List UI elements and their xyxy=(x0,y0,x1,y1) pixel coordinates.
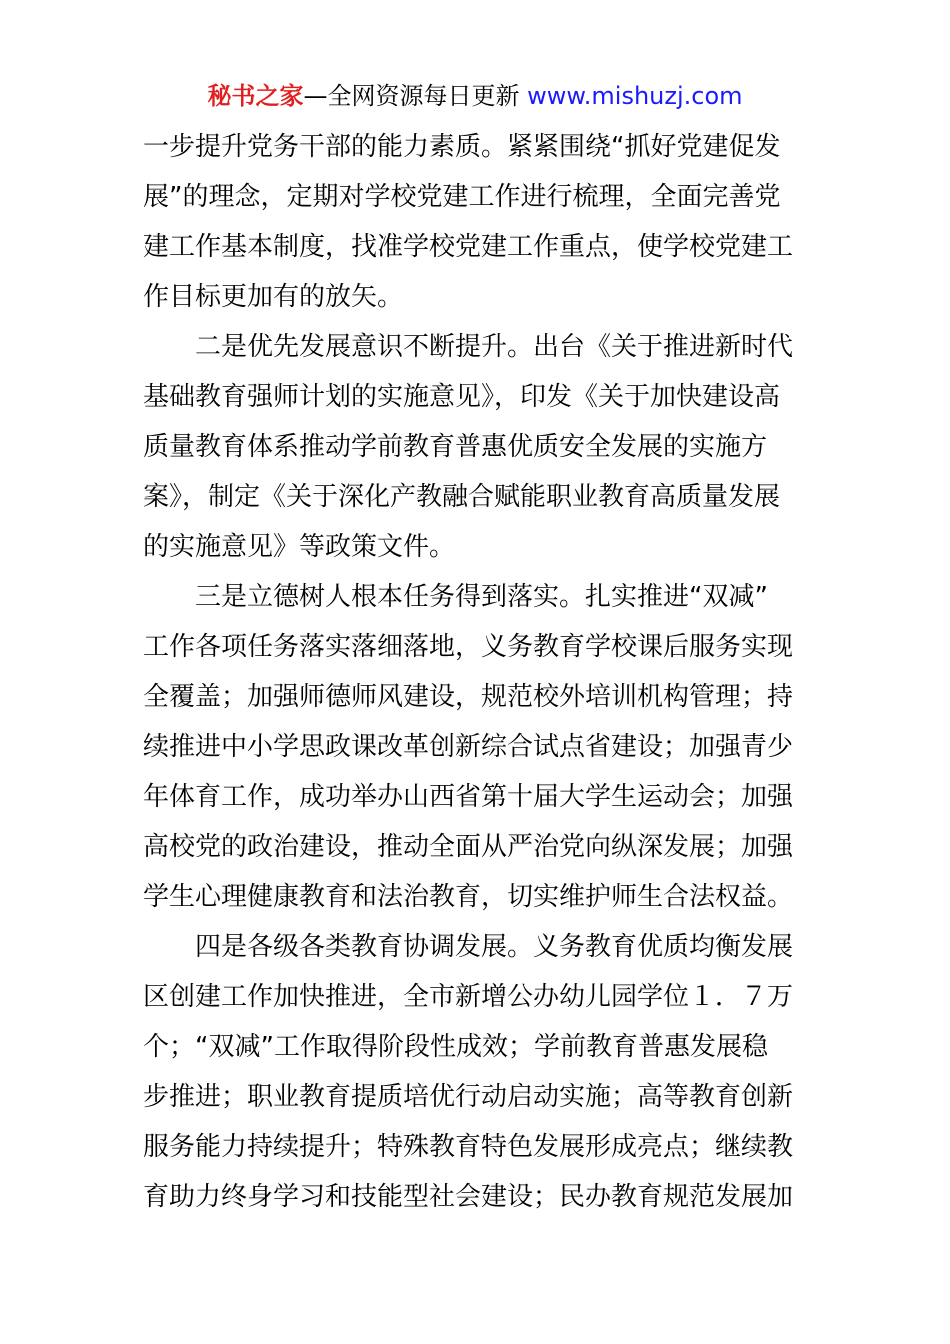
text-line: 二是优先发展意识不断提升。出台《关于推进新时代 xyxy=(143,332,794,362)
site-link[interactable]: www.mishuzj.com xyxy=(527,82,743,110)
text-line: 质量教育体系推动学前教育普惠优质安全发展的实施方 xyxy=(143,432,768,462)
text-line: 区创建工作加快推进，全市新增公办幼儿园学位１．７万 xyxy=(143,982,794,1012)
text-line: 工作各项任务落实落细落地，义务教育学校课后服务实现 xyxy=(143,632,794,662)
text-line: 的实施意见》等政策文件。 xyxy=(143,532,456,562)
brand-name: 秘书之家 xyxy=(207,82,304,110)
text-line: 续推进中小学思政课改革创新综合试点省建设；加强青少 xyxy=(143,732,794,762)
text-line: 四是各级各类教育协调发展。义务教育优质均衡发展 xyxy=(143,932,794,962)
header-tagline: —全网资源每日更新 xyxy=(303,82,528,110)
text-line: 三是立德树人根本任务得到落实。扎实推进“双减” xyxy=(143,582,768,612)
page-header xyxy=(0,80,950,112)
text-line: 年体育工作，成功举办山西省第十届大学生运动会；加强 xyxy=(143,782,794,812)
text-line: 育助力终身学习和技能型社会建设；民办教育规范发展加 xyxy=(143,1182,794,1212)
text-line: 学生心理健康教育和法治教育，切实维护师生合法权益。 xyxy=(143,882,794,912)
text-line: 服务能力持续提升；特殊教育特色发展形成亮点；继续教 xyxy=(143,1132,794,1162)
text-line: 建工作基本制度，找准学校党建工作重点，使学校党建工 xyxy=(143,232,794,262)
text-line: 案》，制定《关于深化产教融合赋能职业教育高质量发展 xyxy=(143,482,781,512)
text-line: 基础教育强师计划的实施意见》，印发《关于加快建设高 xyxy=(143,382,781,412)
text-line: 展”的理念，定期对学校党建工作进行梳理，全面完善党 xyxy=(143,182,781,212)
text-line: 步推进；职业教育提质培优行动启动实施；高等教育创新 xyxy=(143,1082,794,1112)
document-body xyxy=(143,122,813,1222)
text-line: 个；“双减”工作取得阶段性成效；学前教育普惠发展稳 xyxy=(143,1032,768,1062)
text-line: 作目标更加有的放矢。 xyxy=(143,282,404,312)
text-line: 一步提升党务干部的能力素质。紧紧围绕“抓好党建促发 xyxy=(143,132,781,162)
text-line: 全覆盖；加强师德师风建设，规范校外培训机构管理；持 xyxy=(143,682,794,712)
text-line: 高校党的政治建设，推动全面从严治党向纵深发展；加强 xyxy=(143,832,794,862)
